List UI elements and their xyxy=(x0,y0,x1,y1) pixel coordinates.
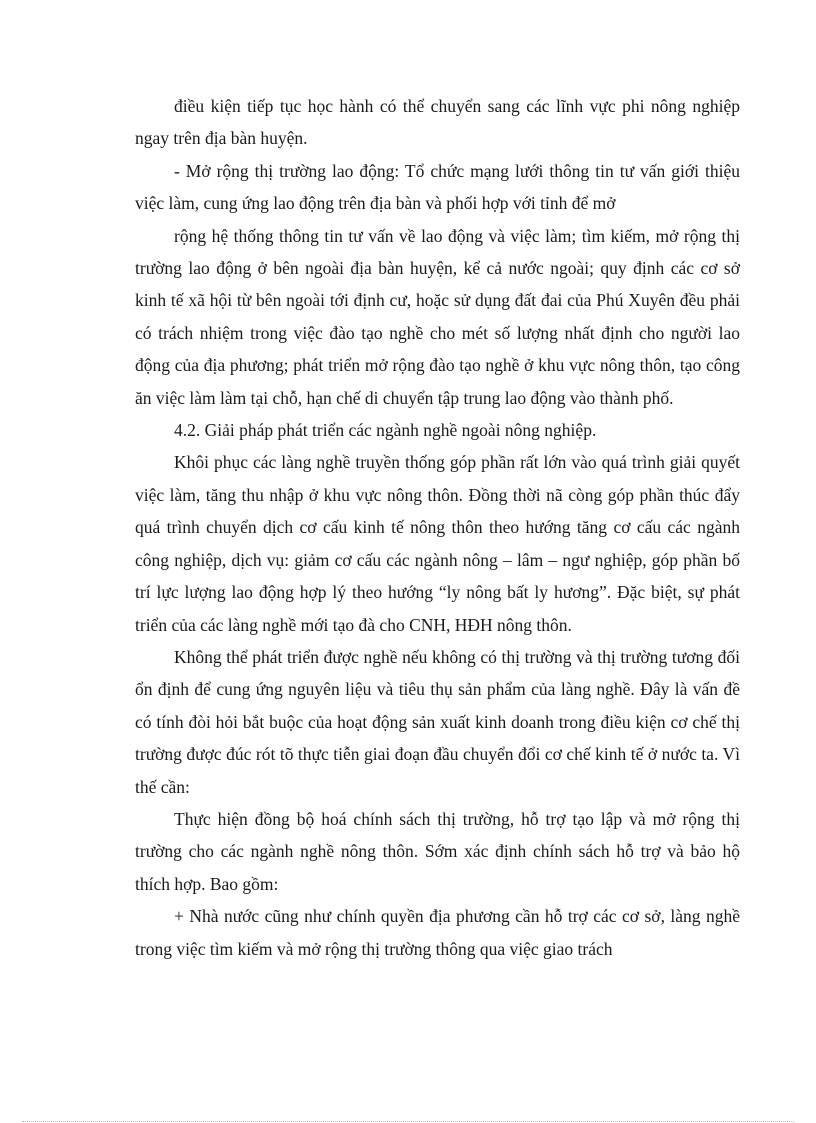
page-bottom-divider xyxy=(22,1121,794,1122)
paragraph-labor-market-continued: rộng hệ thống thông tin tư vấn về lao động và việc làm; tìm kiếm, mở rộng thị trường lao động ở bên ngoài địa bàn huyện, kể cả nước ngoài; quy định các cơ sở kinh tế xã hội từ bên ngoài tới định cư, hoặc sử dụng đất đai của Phú Xuyên đều phải có trách nhiệm trong việc đào tạo nghề cho mét số lượng nhất định cho người lao động của địa phương; phát triển mở rộng đào tạo nghề ở khu vực nông thôn, tạo công ăn việc làm làm tại chỗ, hạn chế di chuyển tập trung lao động vào thành phố. xyxy=(135,225,740,408)
paragraph-state-support: + Nhà nước cũng như chính quyền địa phương cần hỗ trợ các cơ sở, làng nghề trong việc tìm kiếm và mở rộng thị trường thông qua việc giao trách xyxy=(135,906,740,959)
paragraph-continued: điều kiện tiếp tục học hành có thể chuyển sang các lĩnh vực phi nông nghiệp ngay trên địa bàn huyện. xyxy=(135,96,740,149)
paragraph-labor-market: - Mở rộng thị trường lao động: Tổ chức mạng lưới thông tin tư vấn giới thiệu việc làm, cung ứng lao động trên địa bàn và phối hợp với tỉnh để mở xyxy=(135,160,740,214)
paragraph-market-stability: Không thể phát triển được nghề nếu không có thị trường và thị trường tương đối ổn định để cung ứng nguyên liệu và tiêu thụ sản phẩm của làng nghề. Đây là vấn đề có tính đòi hỏi bắt buộc của hoạt động sản xuất kinh doanh trong điều kiện cơ chế thị trường được đúc rót tõ thực tiễn giai đoạn đầu chuyển đổi cơ chế kinh tế ở nước ta. Vì thế cần: xyxy=(135,646,740,797)
paragraph-traditional-villages: Khôi phục các làng nghề truyền thống góp phần rất lớn vào quá trình giải quyết việc làm, tăng thu nhập ở khu vực nông thôn. Đồng thời nã còng góp phần thúc đẩy quá trình chuyển dịch cơ cấu kinh tế nông thôn theo hướng tăng cơ cấu các ngành công nghiệp, dịch vụ: giảm cơ cấu các ngành nông – lâm – ngư nghiệp, góp phần bố trí lực lượng lao động hợp lý theo hướng “ly nông bất ly hương”. Đặc biệt, sự phát triển của các làng nghề mới tạo đà cho CNH, HĐH nông thôn. xyxy=(135,452,740,635)
section-heading-4-2: 4.2. Giải pháp phát triển các ngành nghề ngoài nông nghiệp. xyxy=(174,420,597,441)
document-page xyxy=(135,90,740,965)
paragraph-market-policy: Thực hiện đồng bộ hoá chính sách thị trường, hỗ trợ tạo lập và mở rộng thị trường cho các ngành nghề nông thôn. Sớm xác định chính sách hỗ trợ và bảo hộ thích hợp. Bao gồm: xyxy=(135,808,740,894)
